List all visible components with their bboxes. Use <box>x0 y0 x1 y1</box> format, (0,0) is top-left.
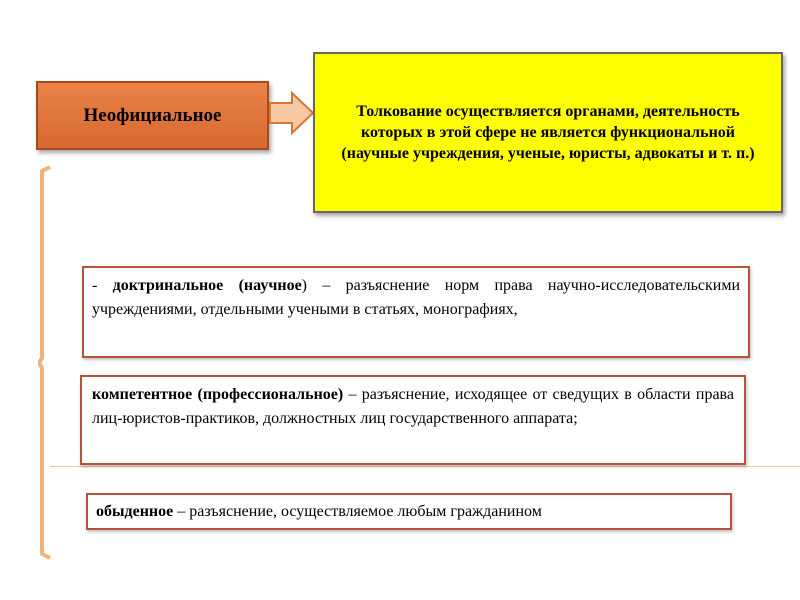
category-label-text: Неофициальное <box>83 104 222 126</box>
doctrinal-term-alt: научное <box>243 277 302 294</box>
left-brace-icon <box>38 165 52 560</box>
ordinary-term: обыденное <box>96 503 174 520</box>
doctrinal-term: доктринальное <box>112 277 224 294</box>
doctrinal-box: - доктринальное (научное) – разъяснение норм права научно-исследовательскими учреждениями, отдельными учеными в статьях, монографиях, <box>82 266 750 358</box>
doctrinal-text: – разъяснение норм права научно-исследовательскими учреждениями, отдельными учеными в статьях, монографиях, <box>92 277 741 318</box>
ordinary-text: – разъяснение, осуществляемое любым гражданином <box>173 503 542 520</box>
category-label <box>36 81 269 150</box>
arrow-right-icon <box>268 90 316 136</box>
competent-term: компетентное (профессиональное) <box>92 386 344 403</box>
competent-box <box>80 375 746 465</box>
competent-text: – разъяснение, исходящее от сведущих в области права лиц-юристов-практиков, должностных лиц государственного аппарата; <box>92 386 734 427</box>
definition-text: Толкование осуществляется органами, деятельность которых в этой сфере не является функциональной (научные учреждения, ученые, юристы, адвокаты и т. п.) <box>341 103 755 162</box>
divider-line <box>50 466 800 467</box>
ordinary-box <box>86 493 732 530</box>
definition-box <box>313 52 783 213</box>
